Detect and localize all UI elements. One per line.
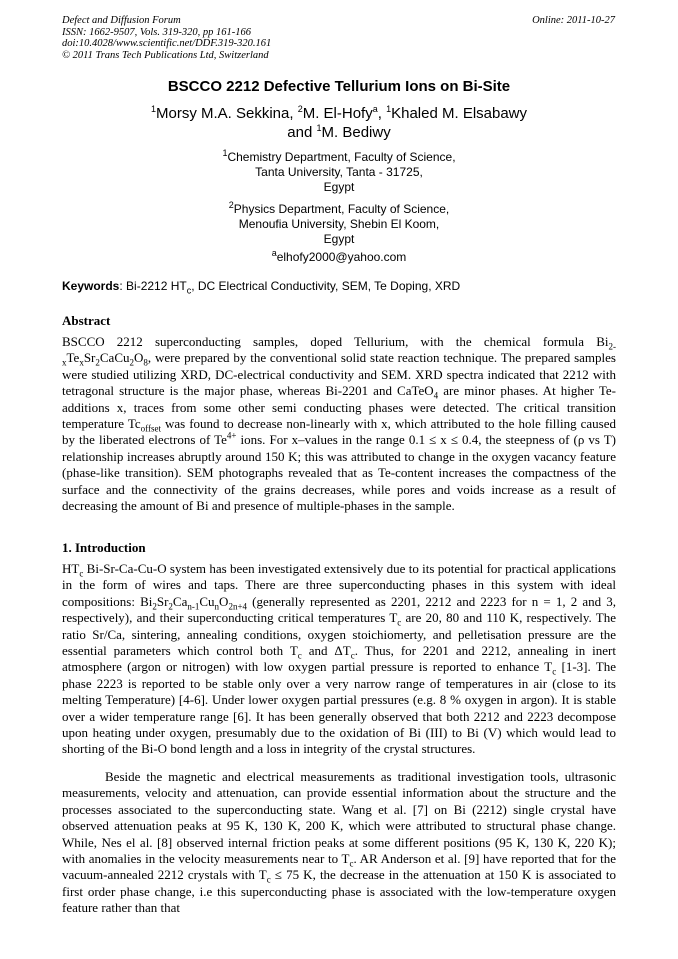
intro-paragraph-2: Beside the magnetic and electrical measurements as traditional investigation tools, ultrasonic measurements, velocity and attenuation, can provide essential information about the structure and the processes associated to the superconducting state. Wang et al. [7] on Bi (2212) single crystal have observed attenuation peaks at 95 K, 130 K, 200 K, which were attributed to structural phase change. While, Nes el al. [8] observed internal friction peaks at some different positions (95 K, 130 K, 220 K); with anomalies in the velocity measurements near to $T_c$. AR Anderson et al. [9] have reported that for the vacuum-annealed 2212 crystals with $T_c \le 75$ K, the decrease in the attenuation at 150 K is associated to first order phase change, i.e this superconducting phase is associated with the low-temperature oxygen feature rather than that: [62, 769, 616, 916]
author-4: M. Bediwy: [321, 124, 391, 141]
author-list: $^1$Morsy M.A. Sekkina, $^2$M. El-Hofy$^a$, $^1$Khaled M. Elsabawy and $^1$M. Bediwy: [150, 104, 528, 141]
abstract-heading: Abstract: [62, 313, 111, 328]
keywords-label: Keywords: [62, 279, 120, 293]
introduction-heading: 1. Introduction: [62, 540, 146, 555]
copyright: © 2011 Trans Tech Publications Ltd, Switzerland: [62, 49, 269, 61]
affiliation-2: $^2$Physics Department, Faculty of Science, Menoufia University, Shebin El Koom, Egypt: [228, 200, 450, 246]
intro-paragraph-1: $HT_c$ Bi-Sr-Ca-Cu-O system has been investigated extensively due to its potential for practical applications in the form of wires and taps. There are three superconducting phases in this system with ideal compositions: $Bi_2Sr_2Ca_{n-1}Cu_nO_{2n+4}$ (generally represented as 2201, 2212 and 2223 for n = 1, 2 and 3, respectively), and their superconducting critical temperatures $T_c$ are 20, 80 and 110 K, respectively. The ratio Sr/Ca, sintering, annealing conditions, oxygen stoichiomerty, and pelletisation pressure are the essential parameters which control both $T_c$ and $\Delta T_c$. Thus, for 2201 and 2212, annealing in inert atmosphere (argon or nitrogen) with low oxygen partial pressure is reported to enhance $T_c$ [1-3]. The phase 2223 is reported to be stable only over a very narrow range of temperatures in air (close to its melting Temperature) [4-6]. Under lower oxygen partial pressures (e.g. 8 % oxygen in argon). It is stable over a wider temperature range [6]. It has been generally observed that both 2212 and 2223 decompose upon heating under oxygen, presumably due to the oxidation of Bi (III) to Bi (V) which would lead to shorting of the Bi-O bond length and a loss in integrity of the crystal structures.: [62, 561, 616, 757]
abstract-text: BSCCO 2212 superconducting samples, doped Tellurium, with the chemical formula $Bi_{2-x}Te_xSr_2CaCu_2O_8$, were prepared by the conventional solid state reaction technique. The prepared samples were studied utilizing XRD, DC-electrical conductivity and SEM. XRD spectra indicated that 2212 with tetragonal structure is the major phase, whereas Bi-2201 and CaTeO$_4$ are minor phases. At higher Te-additions x, traces from some other semi conducting phases were detected. The critical transition temperature $Tc_{offset}$ was found to decrease non-linearly with x, which attributed to the hole filling caused by the liberated electrons of $Te^{4+}$ ions. For x–values in the range 0.1 ≤ x ≤ 0.4, the steepness of (ρ vs T) relationship increases abruptly around 150 K; this was attributed to change in the oxygen vacancy feature (phase-like transition). SEM photographs revealed that as Te-content increases the compactness of the surface and the connectivity of the grains decreases, while pores and voids increase as a result of decreasing the amount of Bi and presence of multiple-phases in the sample.: [62, 334, 616, 514]
author-2: M. El-Hofy: [302, 105, 373, 122]
online-date: Online: 2011-10-27: [532, 15, 615, 26]
issn: ISSN: 1662-9507, Vols. 319-320, pp 161-166: [62, 26, 251, 38]
paper-title: BSCCO 2212 Defective Tellurium Ions on Bi-Site: [167, 78, 511, 95]
doi: doi:10.4028/www.scientific.net/DDF.319-320.161: [62, 38, 272, 49]
author-1: Morsy M.A. Sekkina,: [156, 105, 298, 122]
journal-name: Defect and Diffusion Forum: [62, 15, 181, 26]
author-3: Khaled M. Elsabawy: [391, 105, 528, 122]
journal-header: [62, 15, 271, 61]
affiliation-1: $^1$Chemistry Department, Faculty of Science, Tanta University, Tanta - 31725, Egypt: [222, 148, 456, 194]
keywords-line: Keywords: Bi-2212 $HT_c$, DC Electrical Conductivity, SEM, Te Doping, XRD: [62, 279, 461, 296]
contact-email[interactable]: $^a$elhofy2000@yahoo.com: [271, 248, 407, 264]
